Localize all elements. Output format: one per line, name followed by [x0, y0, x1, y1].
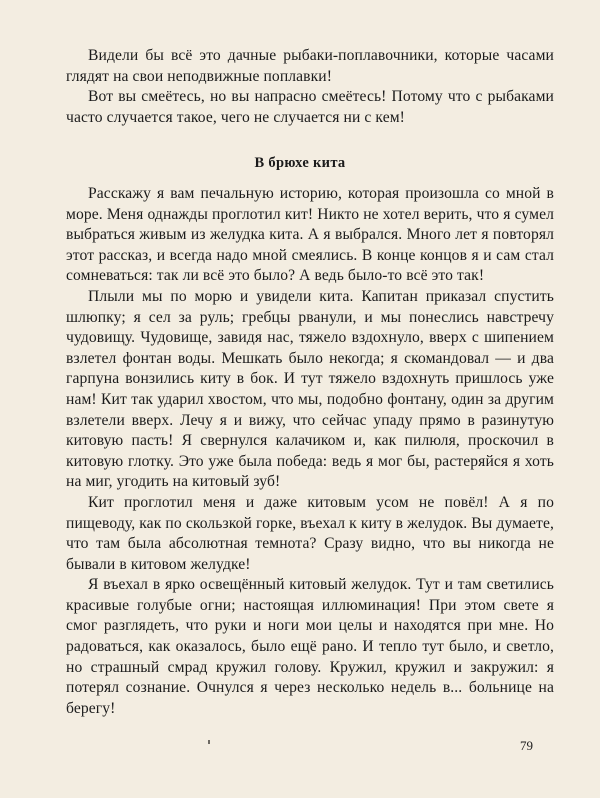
paragraph: Плыли мы по морю и увидели кита. Капитан приказал спустить шлюпку; я сел за руль; гребцы рванули, и мы понеслись навстречу чудовищу. Чудовище, завидя нас, тяжело вздохнуло, вверх с шипением взлетел фонтан воды. Мешкать было некогда; я скомандовал — и два гарпуна вонзились киту в бок. И тут тяжело вздохнуть пришлось уже нам! Кит так ударил хвостом, что мы, подобно фонтану, один за другим взлетели вверх. Лечу я и вижу, что сейчас упаду прямо в разинутую китовую пасть! Я свернулся калачиком и, как пилюля, проскочил в китовую глотку. Это уже была победа: ведь я мог бы, растеряйся я хоть на миг, угодить на китовый зуб! [66, 287, 554, 491]
paragraph: Вот вы смеётесь, но вы напрасно смеётесь! Потому что с рыбаками часто случается такое, чего не случается ни с кем! [66, 88, 554, 126]
continued-text [66, 46, 554, 128]
paragraph: Расскажу я вам печальную историю, которая произошла со мной в море. Меня однажды проглотил кит! Никто не хотел верить, что я сумел выбраться живым из желудка кита. А я выбрался. Много лет я повторял этот рассказ, и всегда надо мной смеялись. В конце концов я и сам стал сомневаться: так ли всё это было? А ведь было-то всё это так! [66, 185, 554, 285]
page-number: 79 [520, 738, 533, 753]
chapter-body [66, 184, 554, 719]
chapter-title: В брюхе кита [254, 155, 346, 171]
print-speck [208, 740, 210, 744]
paragraph: Я въехал в ярко освещённый китовый желудок. Тут и там светились красивые голубые огни; настоящая иллюминация! При этом свете я смог разглядеть, что руки и ноги мои целы и находятся при мне. Но радоваться, как оказалось, было ещё рано. И тепло тут было, и светло, но страшный смрад кружил голову. Кружил, кружил и закружил: я потерял сознание. Очнулся я через несколько недель в... больнице на берегу! [66, 576, 554, 717]
paragraph: Кит проглотил меня и даже китовым усом не повёл! А я по пищеводу, как по скользкой горке, въехал к киту в желудок. Вы думаете, что там была абсолютная темнота? Сразу видно, что вы никогда не бывали в китовом желудке! [66, 493, 554, 573]
paragraph: Видели бы всё это дачные рыбаки-поплавочники, которые часами глядят на свои неподвижные поплавки! [66, 47, 554, 85]
